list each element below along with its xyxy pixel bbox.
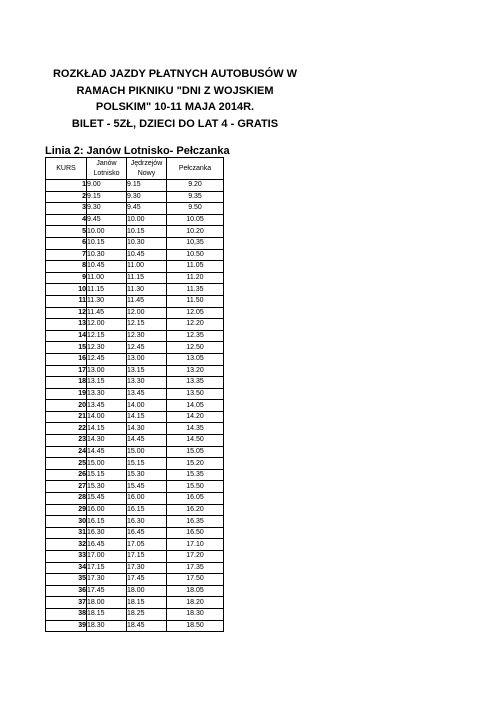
pelczanka-time: 9.35 <box>167 191 224 203</box>
kurs-cell: 36 <box>46 585 87 597</box>
janow-lotnisko-time: 14.45 <box>87 446 127 458</box>
pelczanka-time: 10.50 <box>167 249 224 261</box>
table-row <box>46 446 224 458</box>
pelczanka-time: 12.35 <box>167 330 224 342</box>
pelczanka-time: 15.50 <box>167 481 224 493</box>
heading-line-3: POLSKIM" 10-11 MAJA 2014R. <box>95 101 255 113</box>
jedrzejow-nowy-time: 10.15 <box>127 226 167 238</box>
kurs-cell: 20 <box>46 400 87 412</box>
janow-lotnisko-time: 11.45 <box>87 307 127 319</box>
kurs-cell: 24 <box>46 446 87 458</box>
jedrzejow-nowy-time: 15.45 <box>127 481 167 493</box>
pelczanka-time: 9.50 <box>167 203 224 215</box>
jedrzejow-nowy-time: 17.05 <box>127 539 167 551</box>
heading-line-4: BILET - 5ZŁ, DZIECI DO LAT 4 - GRATIS <box>71 117 279 130</box>
table-row <box>46 400 224 412</box>
jedrzejow-nowy-time: 9.15 <box>127 180 167 192</box>
janow-lotnisko-time: 17.00 <box>87 551 127 563</box>
table-row <box>46 435 224 447</box>
jedrzejow-nowy-time: 14.15 <box>127 411 167 423</box>
kurs-cell: 33 <box>46 551 87 563</box>
jedrzejow-nowy-time: 14.00 <box>127 400 167 412</box>
janow-lotnisko-time: 10.45 <box>87 261 127 273</box>
pelczanka-time: 12.50 <box>167 342 224 354</box>
janow-lotnisko-time: 14.00 <box>87 411 127 423</box>
janow-lotnisko-time: 11.15 <box>87 284 127 296</box>
kurs-cell: 31 <box>46 527 87 539</box>
jedrzejow-nowy-time: 15.30 <box>127 469 167 481</box>
table-row <box>46 377 224 389</box>
pelczanka-time: 9.20 <box>167 180 224 192</box>
kurs-cell: 29 <box>46 504 87 516</box>
janow-lotnisko-time: 10.30 <box>87 249 127 261</box>
kurs-cell: 6 <box>46 237 87 249</box>
jedrzejow-nowy-time: 12.30 <box>127 330 167 342</box>
jedrzejow-nowy-time: 10.30 <box>127 237 167 249</box>
pelczanka-time: 16.05 <box>167 493 224 505</box>
jedrzejow-nowy-time: 16.00 <box>127 493 167 505</box>
jedrzejow-nowy-time: 18.25 <box>127 608 167 620</box>
table-row <box>46 203 224 215</box>
table-row <box>46 562 224 574</box>
table-row <box>46 226 224 238</box>
janow-lotnisko-time: 16.00 <box>87 504 127 516</box>
table-row <box>46 469 224 481</box>
table-row <box>46 585 224 597</box>
janow-lotnisko-time: 17.30 <box>87 574 127 586</box>
kurs-cell: 19 <box>46 388 87 400</box>
pelczanka-time: 15.05 <box>167 446 224 458</box>
table-row <box>46 330 224 342</box>
table-row <box>46 365 224 377</box>
jedrzejow-nowy-time: 17.30 <box>127 562 167 574</box>
table-row <box>46 458 224 470</box>
column-header-jedrzejow-nowy: Jędrzejów Nowy <box>127 158 167 180</box>
janow-lotnisko-time: 15.00 <box>87 458 127 470</box>
table-row <box>46 527 224 539</box>
kurs-cell: 26 <box>46 469 87 481</box>
kurs-cell: 15 <box>46 342 87 354</box>
jedrzejow-nowy-time: 12.15 <box>127 319 167 331</box>
janow-lotnisko-time: 16.30 <box>87 527 127 539</box>
table-header-row <box>46 158 224 180</box>
pelczanka-time: 15.20 <box>167 458 224 470</box>
pelczanka-time: 14.50 <box>167 435 224 447</box>
table-row <box>46 493 224 505</box>
pelczanka-time: 17.20 <box>167 551 224 563</box>
column-header-pelczanka: Pełczanka <box>167 158 224 180</box>
janow-lotnisko-time: 18.30 <box>87 620 127 632</box>
jedrzejow-nowy-time: 11.30 <box>127 284 167 296</box>
jedrzejow-nowy-time: 11.00 <box>127 261 167 273</box>
pelczanka-time: 17.50 <box>167 574 224 586</box>
table-row <box>46 504 224 516</box>
heading-line-1: ROZKŁAD JAZDY PŁATNYCH AUTOBUSÓW W <box>52 68 298 80</box>
kurs-cell: 4 <box>46 214 87 226</box>
janow-lotnisko-time: 12.30 <box>87 342 127 354</box>
kurs-cell: 23 <box>46 435 87 447</box>
kurs-cell: 17 <box>46 365 87 377</box>
document-heading <box>30 66 320 132</box>
janow-lotnisko-time: 12.00 <box>87 319 127 331</box>
timetable <box>45 157 224 632</box>
janow-lotnisko-time: 18.15 <box>87 608 127 620</box>
kurs-cell: 37 <box>46 597 87 609</box>
kurs-cell: 32 <box>46 539 87 551</box>
jedrzejow-nowy-time: 13.00 <box>127 353 167 365</box>
jedrzejow-nowy-time: 12.45 <box>127 342 167 354</box>
table-row <box>46 597 224 609</box>
table-row <box>46 516 224 528</box>
pelczanka-time: 16.50 <box>167 527 224 539</box>
kurs-cell: 9 <box>46 272 87 284</box>
kurs-cell: 12 <box>46 307 87 319</box>
kurs-cell: 3 <box>46 203 87 215</box>
table-row <box>46 574 224 586</box>
table-row <box>46 307 224 319</box>
table-row <box>46 261 224 273</box>
kurs-cell: 28 <box>46 493 87 505</box>
pelczanka-time: 13.35 <box>167 377 224 389</box>
pelczanka-time: 11.35 <box>167 284 224 296</box>
table-row <box>46 411 224 423</box>
janow-lotnisko-time: 9.45 <box>87 214 127 226</box>
pelczanka-time: 18.50 <box>167 620 224 632</box>
janow-lotnisko-time: 15.15 <box>87 469 127 481</box>
pelczanka-time: 16.20 <box>167 504 224 516</box>
jedrzejow-nowy-time: 9.30 <box>127 191 167 203</box>
pelczanka-time: 18.30 <box>167 608 224 620</box>
janow-lotnisko-time: 10.00 <box>87 226 127 238</box>
jedrzejow-nowy-time: 13.45 <box>127 388 167 400</box>
pelczanka-time: 16.35 <box>167 516 224 528</box>
kurs-cell: 34 <box>46 562 87 574</box>
kurs-cell: 14 <box>46 330 87 342</box>
jedrzejow-nowy-time: 14.45 <box>127 435 167 447</box>
kurs-cell: 2 <box>46 191 87 203</box>
jedrzejow-nowy-time: 12.00 <box>127 307 167 319</box>
jedrzejow-nowy-time: 14.30 <box>127 423 167 435</box>
table-row <box>46 214 224 226</box>
kurs-cell: 1 <box>46 180 87 192</box>
table-row <box>46 180 224 192</box>
janow-lotnisko-time: 15.30 <box>87 481 127 493</box>
jedrzejow-nowy-time: 11.15 <box>127 272 167 284</box>
pelczanka-time: 10,35 <box>167 237 224 249</box>
jedrzejow-nowy-time: 11.45 <box>127 295 167 307</box>
jedrzejow-nowy-time: 16.30 <box>127 516 167 528</box>
janow-lotnisko-time: 16.15 <box>87 516 127 528</box>
table-row <box>46 551 224 563</box>
column-header-kurs: KURS <box>46 158 87 180</box>
janow-lotnisko-time: 12.15 <box>87 330 127 342</box>
jedrzejow-nowy-time: 17.15 <box>127 551 167 563</box>
timetable-body <box>46 180 224 632</box>
kurs-cell: 21 <box>46 411 87 423</box>
jedrzejow-nowy-time: 13.15 <box>127 365 167 377</box>
janow-lotnisko-time: 10.15 <box>87 237 127 249</box>
janow-lotnisko-time: 17.45 <box>87 585 127 597</box>
pelczanka-time: 14.35 <box>167 423 224 435</box>
jedrzejow-nowy-time: 16.15 <box>127 504 167 516</box>
pelczanka-time: 17.35 <box>167 562 224 574</box>
pelczanka-time: 14.20 <box>167 411 224 423</box>
janow-lotnisko-time: 11.00 <box>87 272 127 284</box>
jedrzejow-nowy-time: 18.45 <box>127 620 167 632</box>
kurs-cell: 10 <box>46 284 87 296</box>
kurs-cell: 5 <box>46 226 87 238</box>
table-row <box>46 342 224 354</box>
pelczanka-time: 10.05 <box>167 214 224 226</box>
jedrzejow-nowy-time: 15.15 <box>127 458 167 470</box>
kurs-cell: 8 <box>46 261 87 273</box>
route-title: Linia 2: Janów Lotnisko- Pełczanka <box>45 145 230 157</box>
kurs-cell: 38 <box>46 608 87 620</box>
jedrzejow-nowy-time: 18.00 <box>127 585 167 597</box>
jedrzejow-nowy-time: 10.45 <box>127 249 167 261</box>
pelczanka-time: 14.05 <box>167 400 224 412</box>
jedrzejow-nowy-time: 13.30 <box>127 377 167 389</box>
janow-lotnisko-time: 14.30 <box>87 435 127 447</box>
janow-lotnisko-time: 17.15 <box>87 562 127 574</box>
table-row <box>46 423 224 435</box>
janow-lotnisko-time: 14.15 <box>87 423 127 435</box>
table-row <box>46 481 224 493</box>
pelczanka-time: 17.10 <box>167 539 224 551</box>
jedrzejow-nowy-time: 18.15 <box>127 597 167 609</box>
janow-lotnisko-time: 12.45 <box>87 353 127 365</box>
kurs-cell: 11 <box>46 295 87 307</box>
janow-lotnisko-time: 15.45 <box>87 493 127 505</box>
table-row <box>46 272 224 284</box>
pelczanka-time: 11.50 <box>167 295 224 307</box>
table-row <box>46 388 224 400</box>
kurs-cell: 13 <box>46 319 87 331</box>
pelczanka-time: 11.20 <box>167 272 224 284</box>
kurs-cell: 7 <box>46 249 87 261</box>
kurs-cell: 18 <box>46 377 87 389</box>
janow-lotnisko-time: 13.45 <box>87 400 127 412</box>
kurs-cell: 25 <box>46 458 87 470</box>
table-row <box>46 284 224 296</box>
column-header-janow-lotnisko: Janów Lotnisko <box>87 158 127 180</box>
pelczanka-time: 18.05 <box>167 585 224 597</box>
pelczanka-time: 13.20 <box>167 365 224 377</box>
janow-lotnisko-time: 13.30 <box>87 388 127 400</box>
pelczanka-time: 12.05 <box>167 307 224 319</box>
kurs-cell: 30 <box>46 516 87 528</box>
heading-line-2: RAMACH PIKNIKU "DNI Z WOJSKIEM <box>76 84 274 97</box>
table-row <box>46 249 224 261</box>
kurs-cell: 35 <box>46 574 87 586</box>
table-row <box>46 539 224 551</box>
table-row <box>46 191 224 203</box>
pelczanka-time: 11.05 <box>167 261 224 273</box>
jedrzejow-nowy-time: 10.00 <box>127 214 167 226</box>
pelczanka-time: 13.50 <box>167 388 224 400</box>
kurs-cell: 39 <box>46 620 87 632</box>
janow-lotnisko-time: 11.30 <box>87 295 127 307</box>
jedrzejow-nowy-time: 17.45 <box>127 574 167 586</box>
janow-lotnisko-time: 13.15 <box>87 377 127 389</box>
janow-lotnisko-time: 16.45 <box>87 539 127 551</box>
table-row <box>46 353 224 365</box>
janow-lotnisko-time: 9.15 <box>87 191 127 203</box>
pelczanka-time: 13.05 <box>167 353 224 365</box>
pelczanka-time: 15.35 <box>167 469 224 481</box>
jedrzejow-nowy-time: 16.45 <box>127 527 167 539</box>
janow-lotnisko-time: 18.00 <box>87 597 127 609</box>
pelczanka-time: 12.20 <box>167 319 224 331</box>
pelczanka-time: 18.20 <box>167 597 224 609</box>
table-row <box>46 608 224 620</box>
pelczanka-time: 10.20 <box>167 226 224 238</box>
kurs-cell: 27 <box>46 481 87 493</box>
jedrzejow-nowy-time: 9.45 <box>127 203 167 215</box>
table-row <box>46 237 224 249</box>
kurs-cell: 16 <box>46 353 87 365</box>
janow-lotnisko-time: 9.30 <box>87 203 127 215</box>
kurs-cell: 22 <box>46 423 87 435</box>
table-row <box>46 319 224 331</box>
jedrzejow-nowy-time: 15.00 <box>127 446 167 458</box>
janow-lotnisko-time: 9.00 <box>87 180 127 192</box>
table-row <box>46 295 224 307</box>
table-row <box>46 620 224 632</box>
janow-lotnisko-time: 13.00 <box>87 365 127 377</box>
